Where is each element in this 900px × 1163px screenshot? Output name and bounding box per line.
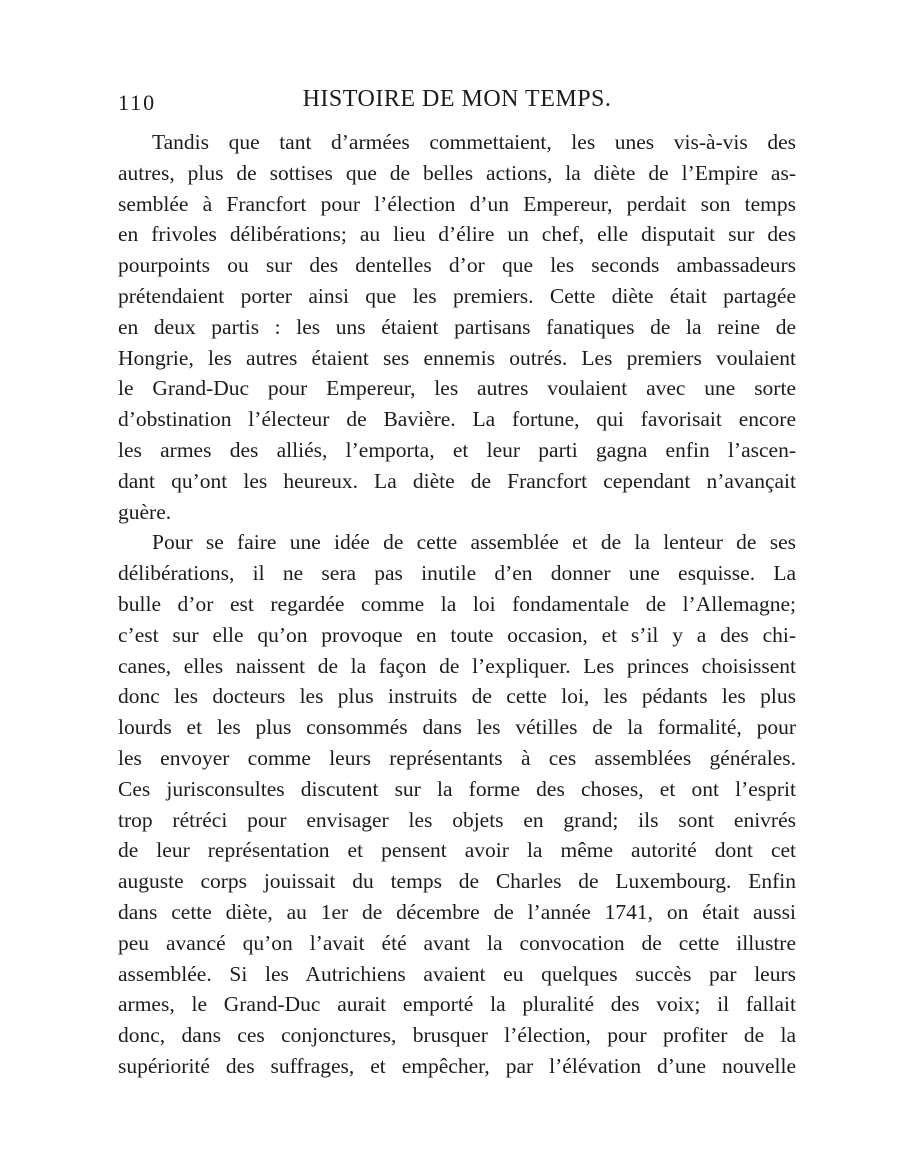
text-line: donc, dans ces conjonctures, brusquer l’élection, pour profiter de la <box>118 1023 796 1048</box>
text-line: délibérations, il ne sera pas inutile d’en donner une esquisse. La <box>118 561 796 586</box>
page-number: 110 <box>118 90 157 115</box>
text-line: lourds et les plus consommés dans les vétilles de la formalité, pour <box>118 715 796 740</box>
body-text <box>118 127 796 1082</box>
text-line: auguste corps jouissait du temps de Charles de Luxembourg. Enfin <box>118 869 796 894</box>
text-line: assemblée. Si les Autrichiens avaient eu quelques succès par leurs <box>118 961 796 986</box>
text-line: guère. <box>118 499 172 524</box>
text-line: trop rétréci pour envisager les objets en grand; ils sont enivrés <box>118 807 796 832</box>
text-line: dant qu’ont les heureux. La diète de Francfort cependant n’avançait <box>118 468 796 493</box>
text-line: en deux partis : les uns étaient partisans fanatiques de la reine de <box>118 314 796 339</box>
running-head <box>118 86 796 122</box>
text-line: les armes des alliés, l’emporta, et leur parti gagna enfin l’ascen- <box>118 437 796 462</box>
text-line: armes, le Grand-Duc aurait emporté la pluralité des voix; il fallait <box>118 992 796 1017</box>
text-line: de leur représentation et pensent avoir la même autorité dont cet <box>118 838 796 863</box>
text-line: le Grand-Duc pour Empereur, les autres voulaient avec une sorte <box>118 376 796 401</box>
text-line: dans cette diète, au 1er de décembre de l’année 1741, on était aussi <box>118 899 796 924</box>
paragraph-1 <box>118 127 796 527</box>
text-line: les envoyer comme leurs représentants à ces assemblées générales. <box>118 745 796 770</box>
text-line: Ces jurisconsultes discutent sur la forme des choses, et ont l’esprit <box>118 776 796 801</box>
text-line: supériorité des suffrages, et empêcher, par l’élévation d’une nouvelle <box>118 1053 796 1078</box>
text-line: c’est sur elle qu’on provoque en toute occasion, et s’il y a des chi- <box>118 622 796 647</box>
text-line: donc les docteurs les plus instruits de cette loi, les pédants les plus <box>118 684 796 709</box>
text-line: Hongrie, les autres étaient ses ennemis outrés. Les premiers voulaient <box>118 345 796 370</box>
text-line: prétendaient porter ainsi que les premiers. Cette diète était partagée <box>118 283 796 308</box>
running-title: HISTOIRE DE MON TEMPS. <box>302 86 612 112</box>
text-line: autres, plus de sottises que de belles actions, la diète de l’Empire as- <box>118 160 796 185</box>
text-line: Tandis que tant d’armées commettaient, les unes vis-à-vis des <box>152 130 796 154</box>
text-line: Pour se faire une idée de cette assemblée et de la lenteur de ses <box>152 530 796 555</box>
text-line: en frivoles délibérations; au lieu d’élire un chef, elle disputait sur des <box>118 222 796 247</box>
text-line: bulle d’or est regardée comme la loi fondamentale de l’Allemagne; <box>118 591 796 616</box>
text-line: canes, elles naissent de la façon de l’expliquer. Les princes choisissent <box>118 653 796 678</box>
text-line: d’obstination l’électeur de Bavière. La fortune, qui favorisait encore <box>118 407 796 432</box>
text-line: peu avancé qu’on l’avait été avant la convocation de cette illustre <box>118 930 796 955</box>
text-line: pourpoints ou sur des dentelles d’or que les seconds ambassadeurs <box>118 253 796 278</box>
paragraph-2 <box>118 527 796 1081</box>
text-line: semblée à Francfort pour l’élection d’un Empereur, perdait son temps <box>118 191 796 216</box>
